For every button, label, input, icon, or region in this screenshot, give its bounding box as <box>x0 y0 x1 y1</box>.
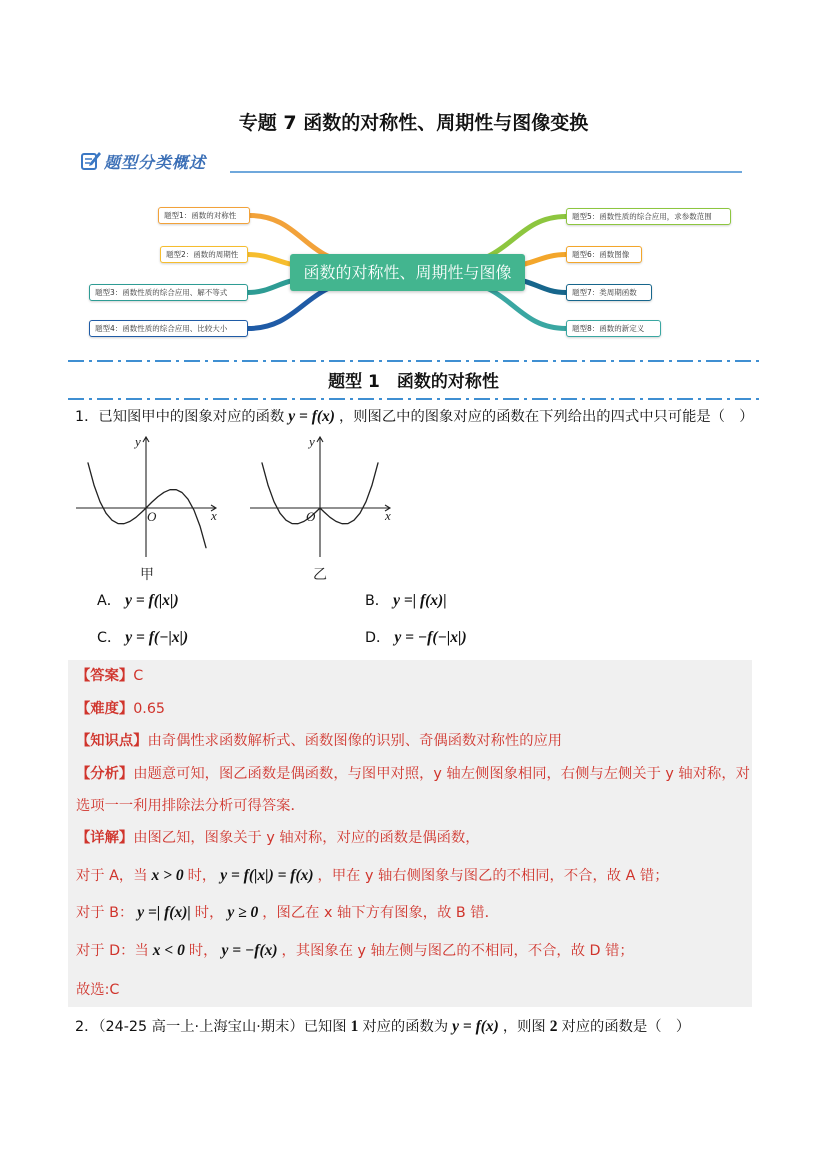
origin-label: O <box>306 509 316 524</box>
option-label: A． <box>97 593 122 609</box>
option-formula: y = −f(−|x|) <box>394 629 467 646</box>
question-1-stem <box>75 407 754 427</box>
option-formula: y = f(|x|) <box>125 592 179 609</box>
case-formula: y = f(|x|) = f(x) <box>220 867 314 884</box>
answer-label: 【答案】 <box>76 668 134 684</box>
stem-formula: y = f(x) <box>288 408 335 425</box>
analysis-line-1 <box>76 764 750 784</box>
case-formula: x < 0 <box>152 942 185 959</box>
origin-label: O <box>147 509 157 524</box>
difficulty-label: 【难度】 <box>76 701 134 717</box>
stem-text: 已知图甲中的图象对应的函数 <box>98 409 285 425</box>
solution-box <box>68 660 752 1007</box>
case-formula: y ≥ 0 <box>227 904 259 921</box>
option-label: B． <box>365 593 390 609</box>
overview-rule <box>230 171 742 173</box>
mind-map-node-7: 题型7：类周期函数 <box>566 284 652 301</box>
question-number: 1． <box>75 409 99 425</box>
case-d-line <box>76 941 634 961</box>
conclusion-line: 故选:C <box>76 982 120 998</box>
answer-value: C <box>133 668 144 684</box>
case-text: 时， <box>187 868 217 884</box>
page-title: 专题 7 函数的对称性、周期性与图像变换 <box>238 112 589 134</box>
detail-line <box>76 828 480 848</box>
question-number: 2． <box>75 1019 99 1035</box>
knowledge-label: 【知识点】 <box>76 733 148 749</box>
case-text: 对于 D：当 <box>76 943 149 959</box>
overview-heading: 题型分类概述 <box>104 153 207 172</box>
question-1-figures <box>70 428 400 588</box>
option-formula: y =| f(x)| <box>393 592 447 609</box>
stem-text: 对应的函数为 <box>362 1019 449 1035</box>
option-c <box>97 628 192 648</box>
detail-label: 【详解】 <box>76 830 134 846</box>
case-text: ，其图象在 y 轴左侧与图乙的不相同，不合，故 D 错； <box>281 943 634 959</box>
analysis-line-2: 选项一一利用排除法分析可得答案． <box>76 798 305 814</box>
case-a-line <box>76 866 669 886</box>
option-label: D． <box>365 630 391 646</box>
knowledge-value: 由奇偶性求函数解析式、函数图像的识别、奇偶函数对称性的应用 <box>147 733 563 749</box>
case-formula: y = −f(x) <box>221 942 278 959</box>
option-a <box>97 591 183 611</box>
option-d <box>365 628 471 648</box>
analysis-label: 【分析】 <box>76 766 134 782</box>
case-formula: y =| f(x)| <box>137 904 191 921</box>
case-text: 时， <box>194 905 224 921</box>
case-text: 对于 B： <box>76 905 134 921</box>
case-formula: x > 0 <box>151 867 184 884</box>
section-rule-top <box>68 359 760 363</box>
knowledge-line <box>76 731 562 751</box>
mind-map-node-2: 题型2：函数的周期性 <box>160 246 248 263</box>
option-b <box>365 591 451 611</box>
y-axis-label: y <box>309 434 315 449</box>
case-text: ，甲在 y 轴右侧图象与图乙的不相同，不合，故 A 错； <box>317 868 669 884</box>
stem-formula: y = f(x) <box>452 1018 499 1035</box>
mind-map-node-8: 题型8：函数的新定义 <box>566 320 661 337</box>
analysis-text: 由题意可知，图乙函数是偶函数，与图甲对照，y 轴左侧图象相同，右侧与左侧关于 y 轴对称，对 <box>133 766 750 782</box>
section-title: 题型 1 函数的对称性 <box>328 372 499 392</box>
mind-map-node-5: 题型5：函数性质的综合应用，求参数范围 <box>566 208 731 225</box>
stem-text: （24-25 高一上·上海宝山·期末）已知图 <box>98 1019 347 1035</box>
option-formula: y = f(−|x|) <box>125 629 189 646</box>
figure-number: 1 <box>350 1018 359 1035</box>
difficulty-value: 0.65 <box>133 701 166 717</box>
stem-text: 对应的函数是（ ） <box>561 1019 691 1035</box>
detail-intro: 由图乙知，图象关于 y 轴对称，对应的函数是偶函数， <box>133 830 480 846</box>
case-text: 时， <box>188 943 218 959</box>
pen-notebook-icon <box>80 150 102 172</box>
case-text: 对于 A，当 <box>76 868 148 884</box>
answer-line <box>76 666 143 686</box>
case-b-line <box>76 903 499 923</box>
mind-map-center: 函数的对称性、周期性与图像 <box>290 254 525 291</box>
question-2-stem <box>75 1017 690 1037</box>
function-curve <box>88 463 206 548</box>
figure-jia <box>76 434 217 583</box>
figure-caption: 乙 <box>313 567 327 583</box>
mind-map-node-3: 题型3：函数性质的综合应用、解不等式 <box>89 284 248 301</box>
mind-map-node-6: 题型6：函数图像 <box>566 246 642 263</box>
x-axis-label: x <box>211 508 217 523</box>
case-text: ，图乙在 x 轴下方有图象，故 B 错． <box>262 905 499 921</box>
figure-number: 2 <box>549 1018 558 1035</box>
stem-text: ，则图 <box>502 1019 546 1035</box>
x-axis-label: x <box>385 508 391 523</box>
difficulty-line <box>76 699 165 719</box>
stem-text: ，则图乙中的图象对应的函数在下列给出的四式中只可能是（ ） <box>338 409 754 425</box>
mind-map-node-4: 题型4：函数性质的综合应用、比较大小 <box>89 320 248 337</box>
option-label: C． <box>97 630 122 646</box>
figure-yi <box>250 434 391 583</box>
section-rule-bottom <box>68 397 760 401</box>
figure-caption: 甲 <box>140 567 154 583</box>
y-axis-label: y <box>135 434 141 449</box>
mind-map-node-1: 题型1：函数的对称性 <box>158 207 250 224</box>
